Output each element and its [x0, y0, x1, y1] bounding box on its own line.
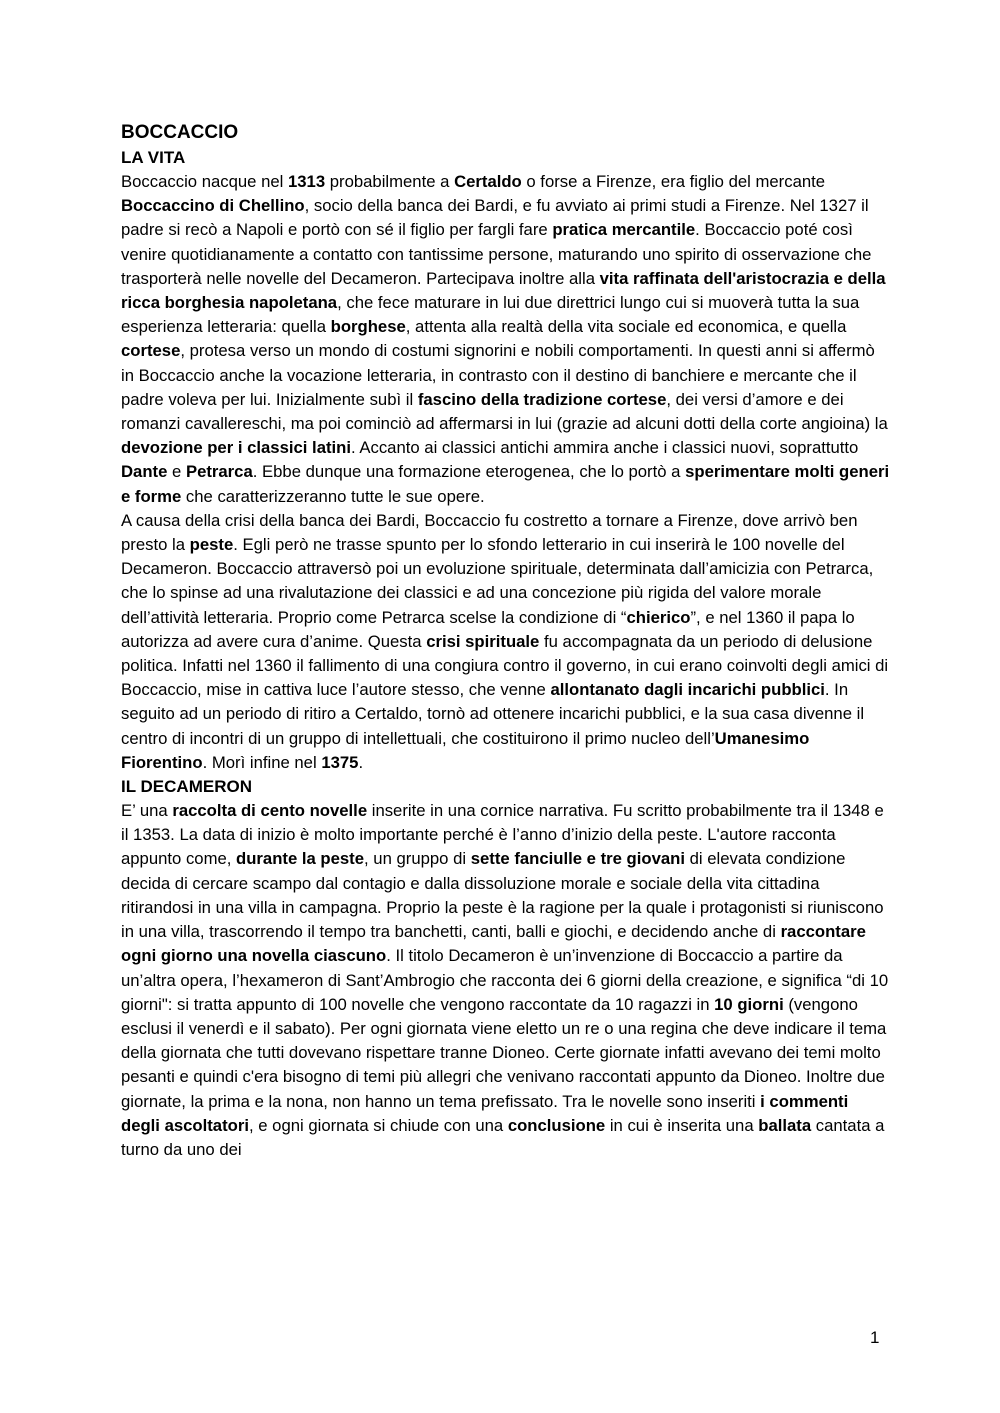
text-run: , protesa verso un mondo di costumi signorini e nobili comportamenti. In questi anni si affermò in Boccaccio anche la vocazione letteraria, in contrasto con il destino di banchiere e mercante che il padre voleva per lui. Inizialmente subì il — [121, 341, 875, 409]
bold-text: 1313 — [287, 172, 326, 191]
bold-text: borghese — [330, 317, 406, 337]
bold-text: durante la peste — [236, 849, 365, 869]
text-run: e — [167, 462, 186, 482]
text-run: in cui è inserita una — [605, 1115, 759, 1135]
bold-text: fascino della tradizione cortese — [417, 389, 667, 409]
bold-text: crisi spirituale — [426, 631, 540, 651]
body-paragraph — [121, 170, 891, 509]
text-run: , un gruppo di — [364, 849, 471, 869]
text-run: o forse a Firenze, era figlio del mercante — [521, 172, 826, 191]
bold-text: peste — [189, 535, 234, 555]
bold-text: sette fanciulle e tre giovani — [470, 849, 685, 869]
bold-text: 10 giorni — [714, 994, 784, 1014]
text-run: A causa della crisi della banca dei Bardi, Boccaccio fu costretto a tornare a Firenze, dove arrivò ben presto la — [121, 510, 858, 555]
bold-text: Dante — [121, 462, 168, 482]
body-paragraph — [121, 799, 891, 1162]
text-run: . — [358, 752, 364, 772]
text-run: ”, e nel 1360 il papa lo autorizza ad avere cura d’anime. Questa — [121, 607, 855, 651]
text-run: . In seguito ad un periodo di ritiro a Certaldo, tornò ad ottenere incarichi pubblici, e la sua casa divenne il centro di incontri di un gruppo di intellettuali, che costituirono il primo nucleo dell’ — [121, 680, 865, 748]
text-run: E’ una — [121, 801, 173, 821]
page-content — [121, 120, 891, 1162]
bold-text: raccolta di cento novelle — [172, 801, 368, 821]
bold-text: chierico — [626, 607, 691, 627]
text-run: . Boccaccio poté così venire quotidianamente a contatto con tantissime persone, maturando uno spirito di osservazione che trasporterà nelle novelle del Decameron. Partecipava inoltre alla — [121, 220, 872, 288]
document-title: BOCCACCIO — [121, 122, 239, 143]
text-run: . Egli però ne trasse spunto per lo sfondo letterario in cui inserirà le 100 novelle del Decameron. Boccaccio attraversò poi un evoluzione spirituale, determinata dall’amicizia con Petrarca, che lo spinse ad una rivalutazione dei classici e ad una concezione più rigida del valore morale dell’attività letteraria. Proprio come Petrarca scelse la condizione di “ — [121, 535, 874, 627]
bold-text: pratica mercantile — [552, 220, 696, 240]
bold-text: devozione per i classici latini — [121, 438, 351, 458]
bold-text: raccontare ogni giorno una novella ciascuno — [121, 922, 866, 966]
text-run: che caratterizzeranno tutte le sue opere. — [181, 486, 485, 506]
text-run: , che fece maturare in lui due direttrici lungo cui si muoverà tutta la sua esperienza letteraria: quella — [121, 293, 860, 337]
text-run: inserite in una cornice narrativa. Fu scritto probabilmente tra il 1348 e il 1353. La data di inizio è molto importante perché è l’anno d’inizio della peste. L'autore racconta appunto come, — [121, 801, 884, 869]
bold-text: ballata — [758, 1115, 812, 1135]
text-run: Boccaccio nacque nel — [121, 172, 288, 191]
text-run: . Il titolo Decameron è un’invenzione di Boccaccio a partire da un’altra opera, l’hexameron di Sant’Ambrogio che racconta dei 6 giorni della creazione, e significa “di 10 giorni": si tratta appunto di 100 novelle che vengono raccontate da 10 ragazzi in — [121, 946, 889, 1014]
page-number: 1 — [870, 1328, 880, 1347]
text-run: , socio della banca dei Bardi, e fu avviato ai primi studi a Firenze. Nel 1327 il padre si recò a Napoli e portò con sé il figlio per fargli fare — [121, 196, 869, 240]
bold-text: Petrarca — [185, 462, 253, 482]
bold-text: 1375 — [321, 752, 359, 772]
text-run: (vengono esclusi il venerdì e il sabato). Per ogni giornata viene eletto un re o una regina che deve indicare il tema della giornata che tutti dovevano rispettare tranne Dioneo. Certe giornate infatti avevano dei temi molto pesanti e quindi c'era bisogno di temi più allegri che venivano raccontati appunto da Dioneo. Inoltre due giornate, la prima e la nona, non hanno un tema prefissato. Tra le novelle sono inseriti — [121, 994, 887, 1111]
text-run: , attenta alla realtà della vita sociale ed economica, e quella — [405, 317, 847, 337]
bold-text: i commenti degli ascoltatori — [121, 1091, 849, 1135]
text-run: , dei versi d’amore e dei romanzi cavallereschi, ma poi cominciò ad affermarsi in lui (grazie ad alcuni dotti della corte angioina) la — [121, 389, 888, 434]
bold-text: conclusione — [507, 1115, 606, 1135]
bold-text: cortese — [121, 341, 181, 361]
text-run: . Ebbe dunque una formazione eterogenea, che lo portò a — [252, 462, 686, 482]
bold-text: sperimentare molti generi e forme — [121, 462, 890, 506]
text-run: probabilmente a — [325, 172, 455, 191]
text-run: , e ogni giornata si chiude con una — [248, 1115, 508, 1135]
bold-text: allontanato dagli incarichi pubblici — [550, 680, 825, 700]
text-run: . Morì infine nel — [202, 752, 322, 772]
bold-text: Boccaccino di Chellino — [121, 196, 305, 216]
bold-text: Umanesimo Fiorentino — [121, 728, 810, 772]
bold-text: vita raffinata dell'aristocrazia e della ricca borghesia napoletana — [121, 268, 886, 313]
section-heading: IL DECAMERON — [121, 777, 252, 797]
text-run: di elevata condizione decida di cercare scampo dal contagio e dalla dissoluzione morale e sociale della vita cittadina ritirandosi in una villa in campagna. Proprio la peste è la ragione per la quale i protagonisti si riuniscono in una villa, trascorrendo il tempo tra banchetti, canti, balli e giochi, e decidendo anche di — [121, 849, 884, 942]
section-heading: LA VITA — [121, 148, 186, 167]
text-run: . Accanto ai classici antichi ammira anche i classici nuovi, soprattutto — [351, 438, 859, 458]
text-run: fu accompagnata da un periodo di delusione politica. Infatti nel 1360 il fallimento di una congiura contro il governo, in cui erano coinvolti degli amici di Boccaccio, mise in cattiva luce l’autore stesso, che venne — [121, 631, 889, 700]
bold-text: Certaldo — [454, 172, 522, 191]
body-paragraph — [121, 509, 891, 775]
text-run: cantata a turno da uno dei — [121, 1115, 885, 1159]
document-sections — [121, 146, 891, 1162]
